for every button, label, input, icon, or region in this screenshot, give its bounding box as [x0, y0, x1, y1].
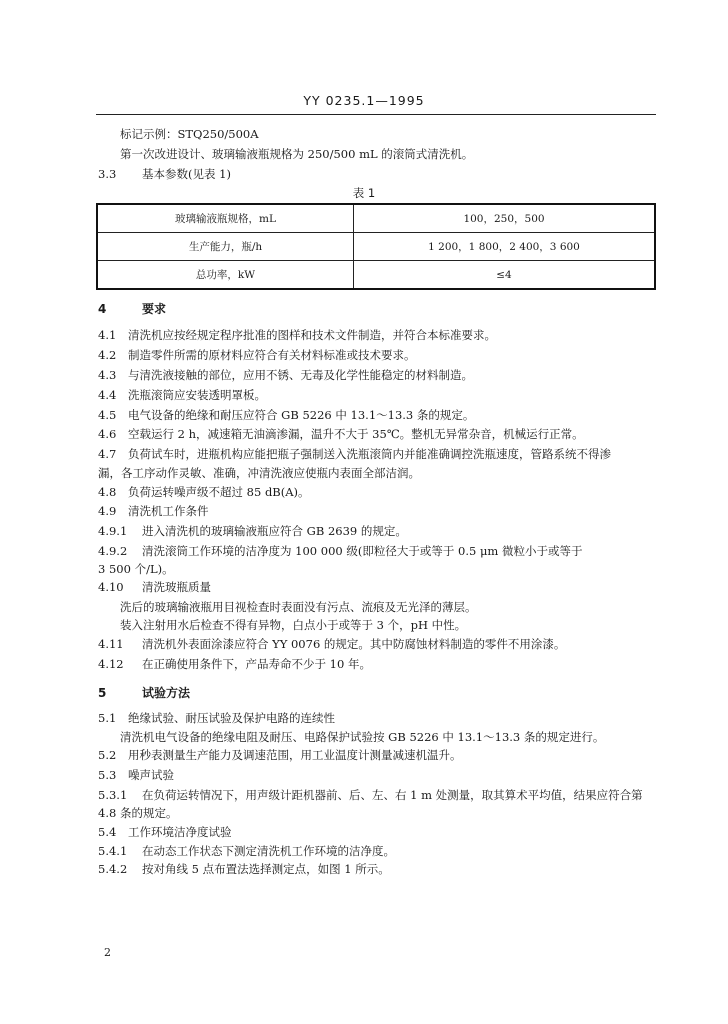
clause-text: 绝缘试验、耐压试验及保护电路的连续性: [128, 711, 335, 725]
clause-text: 按对角线 5 点布置法选择测定点，如图 1 所示。: [142, 862, 390, 876]
clause-text: 在动态工作状态下测定清洗机工作环境的洁净度。: [142, 844, 395, 858]
clause-number: 4.6: [98, 427, 117, 441]
table-cell-label: 生产能力，瓶/h: [97, 233, 354, 261]
section-title: 要求: [142, 302, 167, 316]
clause-number: 4.9.1: [98, 524, 128, 538]
clause-number: 4.9: [98, 504, 117, 518]
clause-text: 洗瓶滚筒应安装透明罩板。: [128, 388, 266, 402]
clause-4-9-2: [98, 543, 582, 559]
table-cell-label: 总功率，kW: [97, 261, 354, 290]
table-cell-value: 100，250，500: [354, 204, 656, 233]
clause-number: 5.4.2: [98, 862, 128, 876]
clause-text: 进入清洗机的玻璃输液瓶应符合 GB 2639 的规定。: [142, 524, 407, 538]
clause-text: 在正确使用条件下，产品寿命不少于 10 年。: [142, 657, 371, 671]
clause-4-12: [98, 656, 371, 672]
table-row: [97, 261, 655, 290]
table-row: [97, 204, 655, 233]
clause-text: 清洗滚筒工作环境的洁净度为 100 000 级(即粒径大于或等于 0.5 μm 微粒小于或等于: [142, 544, 583, 558]
section-text: 基本参数(见表 1): [142, 167, 231, 181]
clause-4-5: [98, 407, 474, 423]
clause-number: 4.12: [98, 657, 124, 671]
clause-text: 电气设备的绝缘和耐压应符合 GB 5226 中 13.1～13.3 条的规定。: [128, 408, 475, 422]
clause-4-8: [98, 484, 310, 500]
section-number: 5: [98, 686, 107, 700]
marking-example-text: 第一次改进设计、玻璃输液瓶规格为 250/500 mL 的滚筒式清洗机。: [120, 147, 474, 161]
clause-number: 4.1: [98, 328, 117, 342]
clause-number: 5.1: [98, 711, 117, 725]
clause-4-7: [98, 446, 611, 462]
clause-number: 4.8: [98, 485, 117, 499]
clause-5-4-1: [98, 843, 395, 859]
clause-5-1-text: 清洗机电气设备的绝缘电阻及耐压、电路保护试验按 GB 5226 中 13.1～13.3 条的规定进行。: [120, 730, 605, 744]
clause-text: 用秒表测量生产能力及调速范围，用工业温度计测量减速机温升。: [128, 748, 462, 762]
clause-number: 4.10: [98, 580, 124, 594]
clause-text: 清洗机外表面涂漆应符合 YY 0076 的规定。其中防腐蚀材料制造的零件不用涂漆。: [142, 637, 566, 651]
table-cell-value: 1 200，1 800，2 400，3 600: [354, 233, 656, 261]
clause-4-7-continued: 漏，各工序动作灵敏、准确，冲清洗液应使瓶内表面全部洁润。: [98, 466, 420, 480]
clause-4-6: [98, 426, 584, 442]
table-row: [97, 233, 655, 261]
clause-text: 负荷运转噪声级不超过 85 dB(A)。: [128, 485, 310, 499]
section-number: 3.3: [98, 167, 117, 181]
clause-number: 5.4.1: [98, 844, 128, 858]
clause-5-4: [98, 824, 232, 840]
clause-4-10-line-2: 装入注射用水后检查不得有异物，白点小于或等于 3 个，pH 中性。: [120, 618, 467, 632]
clause-4-9-1: [98, 523, 407, 539]
clause-text: 空载运行 2 h，减速箱无油滴渗漏，温升不大于 35℃。整机无异常杂音，机械运行正常。: [128, 427, 584, 441]
section-4-heading: [98, 300, 166, 317]
clause-text: 清洗机工作条件: [128, 504, 209, 518]
clause-number: 4.4: [98, 388, 117, 402]
clause-4-10-line-1: 洗后的玻璃输液瓶用目视检查时表面没有污点、流痕及无光泽的薄层。: [120, 600, 477, 614]
clause-4-4: [98, 387, 266, 403]
clause-4-10: [98, 579, 211, 595]
clause-number: 4.2: [98, 348, 117, 362]
clause-text: 制造零件所需的原材料应符合有关材料标准或技术要求。: [128, 348, 416, 362]
section-3-3: [98, 166, 231, 182]
clause-number: 4.7: [98, 447, 117, 461]
clause-5-1: [98, 710, 335, 726]
clause-text: 与清洗液接触的部位，应用不锈、无毒及化学性能稳定的材料制造。: [128, 368, 473, 382]
clause-text: 工作环境洁净度试验: [128, 825, 232, 839]
page-number: 2: [104, 946, 111, 959]
section-title: 试验方法: [142, 686, 191, 700]
marking-example-label: 标记示例：STQ250/500A: [120, 127, 259, 141]
table-cell-label: 玻璃输液瓶规格，mL: [97, 204, 354, 233]
header-rule: [96, 114, 656, 115]
clause-4-3: [98, 367, 473, 383]
clause-5-4-2: [98, 861, 390, 877]
clause-number: 5.3: [98, 768, 117, 782]
clause-4-11: [98, 636, 565, 652]
clause-number: 5.3.1: [98, 788, 128, 802]
clause-number: 5.4: [98, 825, 117, 839]
clause-text: 在负荷运转情况下，用声级计距机器前、后、左、右 1 m 处测量，取其算术平均值，结果应符合第: [142, 788, 643, 802]
section-number: 4: [98, 302, 107, 316]
clause-number: 4.9.2: [98, 544, 128, 558]
clause-number: 4.5: [98, 408, 117, 422]
clause-5-2: [98, 747, 462, 763]
clause-4-1: [98, 327, 496, 343]
clause-number: 5.2: [98, 748, 117, 762]
table-1: [96, 203, 656, 290]
clause-5-3-1: [98, 787, 643, 803]
table-cell-value: ≤4: [354, 261, 656, 290]
clause-5-3-1-continued: 4.8 条的规定。: [98, 806, 178, 820]
clause-number: 4.11: [98, 637, 124, 651]
clause-4-2: [98, 347, 416, 363]
clause-text: 噪声试验: [128, 768, 174, 782]
clause-4-9: [98, 503, 209, 519]
clause-text: 清洗玻瓶质量: [142, 580, 211, 594]
document-header: YY 0235.1—1995: [303, 93, 425, 108]
table-1-caption: 表 1: [352, 186, 376, 200]
clause-4-9-2-continued: 3 500 个/L)。: [98, 562, 174, 576]
clause-text: 负荷试车时，进瓶机构应能把瓶子强制送入洗瓶滚筒内并能准确调控洗瓶速度，管路系统不得渗: [128, 447, 611, 461]
clause-number: 4.3: [98, 368, 117, 382]
section-5-heading: [98, 684, 190, 701]
clause-text: 清洗机应按经规定程序批准的图样和技术文件制造，并符合本标准要求。: [128, 328, 496, 342]
clause-5-3: [98, 767, 174, 783]
